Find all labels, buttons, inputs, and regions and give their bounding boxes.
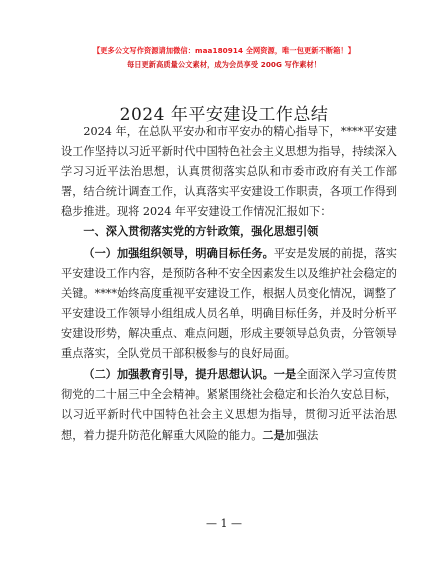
promo-banner-line2: 每日更新高质量公文素材，成为会员享受 200G 写作素材！ (126, 60, 322, 69)
item1-heading: （一）加强组织领导，明确目标任务。 (83, 245, 274, 260)
item1-paragraph (61, 243, 397, 365)
section-heading: 一、深入贯彻落实党的方针政策，强化思想引领 (83, 225, 319, 239)
document-title: 2024 年平安建设工作总结 (119, 105, 329, 125)
item2-paragraph (61, 364, 397, 446)
item2-lead1: 一是 (273, 367, 297, 382)
document-body (61, 122, 397, 447)
item2-body2: 加强法 (284, 429, 319, 443)
item1-body: 平安是发展的前提，落实平安建设工作内容，是预防各种不安全因素发生以及维护社会稳定的关键。****始终高度重视平安建设工作，根据人员变化情况，调整了平安建设工作领导小组组成人员名单，明确目标任务，并及时分析平安建设形势，解决重点、难点问题，形成主要领导总负责，分管领导重点落实，全队党员干部积极参与的良好局面。 (61, 246, 397, 361)
item2-lead2: 二是 (262, 428, 285, 443)
intro-paragraph: 2024 年，在总队平安办和市平安办的精心指导下，****平安建设工作坚持以习近平新时代中国特色社会主义思想为指导，持续深入学习习近平法治思想，认真贯彻落实总队和市委市政府有关工作部署，结合统计调查工作，认真落实平安建设工作职责，各项工作得到稳步推进。现将 2024 年平安建设工作情况汇报如下： (61, 125, 397, 219)
page-number: — 1 — (206, 517, 242, 530)
item2-heading: （二）加强教育引导，提升思想认识。 (83, 367, 274, 382)
promo-banner-line1: 【更多公文写作资源请加微信：maa180914 全网资源，唯一包更新不断箱！】 (92, 46, 356, 55)
item2-body1: 全面深入学习宣传贯彻党的二十届三中全会精神。紧紧围绕社会稳定和长治久安总目标，以习近平新时代中国特色社会主义思想为指导，贯彻习近平法治思想，着力提升防范化解重大风险的能力。 (61, 368, 397, 443)
